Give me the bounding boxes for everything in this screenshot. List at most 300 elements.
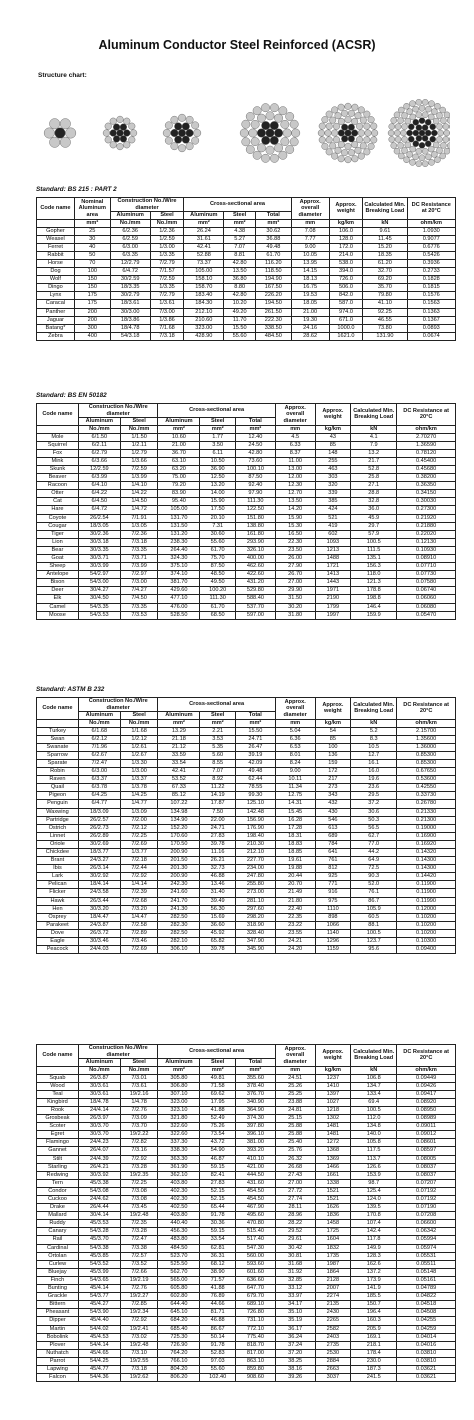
- table-cell: 1110: [315, 905, 351, 913]
- table-cell: 30/4.14: [78, 1212, 120, 1220]
- aluminum-wire: [345, 103, 352, 110]
- table-cell: 29.61: [275, 1236, 315, 1244]
- table-cell: 7/2.85: [120, 1301, 158, 1309]
- table-cell: 100: [315, 743, 351, 751]
- table-row: [37, 929, 456, 937]
- table-cell: 1488: [315, 555, 351, 563]
- code-name-cell: Swan: [37, 735, 79, 743]
- table-row: [37, 595, 456, 603]
- table-cell: 431.20: [235, 579, 275, 587]
- table-cell: 0.85300: [397, 751, 456, 759]
- table-cell: 30/3.35: [78, 546, 120, 554]
- steel-wire: [270, 136, 278, 144]
- table-cell: 1/4.47: [120, 913, 158, 921]
- code-name-cell: Dipper: [37, 1317, 79, 1325]
- table-cell: 26.21: [200, 857, 236, 865]
- table-row: [37, 1374, 456, 1382]
- table-cell: 71.57: [200, 1276, 236, 1284]
- table-cell: 726.0: [329, 276, 363, 284]
- table-cell: 26.70: [275, 571, 315, 579]
- table-cell: 46.88: [200, 1317, 236, 1325]
- table-cell: 1/2.59: [150, 235, 184, 243]
- table-cell: 185.5: [351, 1293, 397, 1301]
- table-cell: 41.10: [363, 300, 407, 308]
- table-cell: 0.21920: [397, 514, 456, 522]
- page-title: Aluminum Conductor Steel Reinforced (ACSR): [98, 38, 376, 52]
- table-cell: 68.50: [200, 611, 236, 619]
- table-row: [37, 490, 456, 498]
- table-cell: 52.49: [200, 1115, 236, 1123]
- table-cell: 7/3.18: [120, 1365, 158, 1373]
- table-cell: 7/3.71: [120, 555, 158, 563]
- table-row: [37, 1204, 456, 1212]
- table-cell: 54.90: [200, 1147, 236, 1155]
- table-cell: 18/3.09: [78, 808, 120, 816]
- table-cell: 184.30: [184, 300, 224, 308]
- aluminum-wire: [434, 103, 440, 109]
- aluminum-wire: [395, 124, 401, 130]
- code-name-cell: Mole: [37, 433, 79, 441]
- table-cell: 21.12: [158, 743, 200, 751]
- table-cell: 13.00: [275, 465, 315, 473]
- table-cell: 12/2.59: [78, 465, 120, 473]
- table-cell: 30.6: [351, 808, 397, 816]
- table-cell: 18/4.78: [78, 1098, 120, 1106]
- table-cell: 73.37: [184, 259, 224, 267]
- table-cell: 1/2.67: [120, 751, 158, 759]
- units-cell: [37, 1066, 79, 1074]
- table-cell: 0.16900: [397, 832, 456, 840]
- code-name-cell: Squirrel: [37, 441, 79, 449]
- astm-table: [36, 697, 456, 954]
- aluminum-wire: [191, 122, 198, 129]
- table-row: [37, 1268, 456, 1276]
- aluminum-wire: [279, 151, 287, 159]
- table-cell: 7/2.12: [120, 824, 158, 832]
- aluminum-wire: [105, 123, 112, 130]
- table-cell: 24/3.27: [78, 857, 120, 865]
- table-cell: 38.16: [275, 1365, 315, 1373]
- table-cell: 1/3.78: [120, 784, 158, 792]
- table-row: [37, 538, 456, 546]
- table-row: [37, 522, 456, 530]
- code-name-cell: Gannet: [37, 1147, 79, 1155]
- table-cell: 46.87: [200, 1155, 236, 1163]
- table-cell: 0.2733: [407, 268, 456, 276]
- table-row: [37, 449, 456, 457]
- table-cell: 28.8: [351, 490, 397, 498]
- table-cell: 162.6: [351, 1260, 397, 1268]
- table-cell: 1/3.66: [120, 457, 158, 465]
- table-cell: 1.0930: [407, 227, 456, 235]
- nominal-area-header: Nominal Aluminum area: [74, 198, 110, 220]
- table-row: [37, 1163, 456, 1171]
- table-cell: 16.1: [351, 759, 397, 767]
- table-cell: 201.30: [158, 865, 200, 873]
- table-cell: 37.24: [275, 1341, 315, 1349]
- units-cell: mm²: [158, 425, 200, 433]
- table-cell: 7/2.76: [120, 1285, 158, 1293]
- table-row: [37, 1090, 456, 1098]
- table-cell: 402.50: [158, 1204, 200, 1212]
- diameter-header: Approx. overall diameter: [275, 404, 315, 426]
- table-cell: 43: [315, 433, 351, 441]
- table-cell: 26/2.89: [78, 832, 120, 840]
- table-cell: 26/3.14: [78, 865, 120, 873]
- table-cell: 0.06060: [397, 595, 456, 603]
- table-cell: 806.20: [158, 1374, 200, 1382]
- table-cell: 194.90: [255, 276, 291, 284]
- table-row: [37, 514, 456, 522]
- table-cell: 2530: [315, 1349, 351, 1357]
- table-cell: 726.90: [158, 1341, 200, 1349]
- table-cell: 362.10: [158, 1171, 200, 1179]
- table-cell: 159.9: [351, 611, 397, 619]
- table-cell: 476.00: [158, 603, 200, 611]
- table-cell: 547.30: [235, 1244, 275, 1252]
- aluminum-wire: [410, 114, 416, 120]
- table-cell: 6/4.77: [78, 800, 120, 808]
- table-cell: 1626: [315, 1204, 351, 1212]
- steel-wire: [174, 123, 181, 130]
- table-cell: 0.14320: [397, 849, 456, 857]
- code-name-cell: Bobolink: [37, 1333, 79, 1341]
- table-cell: 106.8: [351, 1074, 397, 1082]
- aluminum-wire: [394, 112, 400, 118]
- table-cell: 1027: [315, 1098, 351, 1106]
- table-cell: 22.40: [275, 905, 315, 913]
- table-cell: 2884: [315, 1357, 351, 1365]
- table-cell: 7.9: [351, 441, 397, 449]
- table-cell: 293.90: [235, 538, 275, 546]
- table-cell: 24/4.39: [78, 1155, 120, 1163]
- code-name-cell: Dingo: [37, 284, 75, 292]
- table-cell: 19.30: [291, 316, 329, 324]
- aluminum-wire: [44, 128, 54, 138]
- table-cell: 15.30: [275, 522, 315, 530]
- table-cell: 52.88: [184, 251, 224, 259]
- table-cell: 54/3.35: [78, 603, 120, 611]
- table-cell: 0.1576: [407, 292, 456, 300]
- table-cell: 282.50: [158, 913, 200, 921]
- table-cell: 31.68: [275, 1260, 315, 1268]
- table-cell: 5.60: [200, 751, 236, 759]
- table-cell: 400: [74, 332, 110, 340]
- code-name-cell: Camel: [37, 603, 79, 611]
- table-cell: 6/4.50: [78, 498, 120, 506]
- aluminum-wire: [402, 124, 408, 130]
- table-row: [37, 905, 456, 913]
- table-cell: 61.20: [363, 259, 407, 267]
- units-cell: No./mm: [120, 425, 158, 433]
- steel-wire: [430, 136, 436, 142]
- table-cell: 27.74: [275, 1196, 315, 1204]
- code-name-cell: Sheep: [37, 563, 79, 571]
- table-cell: 107.22: [158, 800, 200, 808]
- table-cell: 323.00: [158, 1098, 200, 1106]
- table-cell: 128.3: [351, 1252, 397, 1260]
- aluminum-wire: [368, 143, 375, 150]
- table-cell: 25.88: [275, 1131, 315, 1139]
- code-name-cell: Bittern: [37, 1301, 79, 1309]
- code-name-cell: Batang*: [37, 324, 75, 332]
- table-cell: 170.50: [158, 840, 200, 848]
- table-cell: 9.61: [363, 227, 407, 235]
- table-cell: 483.80: [158, 1236, 200, 1244]
- table-cell: 1721: [315, 563, 351, 571]
- table-cell: 6/1.50: [78, 433, 120, 441]
- table-cell: 7/2.92: [120, 1155, 158, 1163]
- table-cell: 30/4.50: [78, 595, 120, 603]
- aluminum-wire: [329, 143, 336, 150]
- table-row: [37, 816, 456, 824]
- aluminum-subheader: Aluminum: [78, 418, 120, 426]
- table-cell: 597.00: [235, 611, 275, 619]
- table-cell: 21.00: [158, 441, 200, 449]
- table-cell: 6/4.22: [78, 490, 120, 498]
- table-cell: 339: [315, 490, 351, 498]
- table-cell: 1/3.00: [150, 243, 184, 251]
- code-name-cell: Nuthatch: [37, 1349, 79, 1357]
- table-row: [37, 276, 456, 284]
- table-row: [37, 865, 456, 873]
- table-cell: 139.5: [351, 1204, 397, 1212]
- table-cell: 381.00: [235, 1139, 275, 1147]
- table-cell: 7.77: [291, 235, 329, 243]
- table-cell: 30/3.61: [78, 1090, 120, 1098]
- code-name-cell: Condor: [37, 1187, 79, 1195]
- table-cell: 62.81: [200, 1244, 236, 1252]
- strand-diagram: [240, 103, 300, 162]
- table-cell: 0.10200: [397, 929, 456, 937]
- table-row: [37, 555, 456, 563]
- table-cell: 62.44: [235, 776, 275, 784]
- table-cell: 0.09426: [397, 1082, 456, 1090]
- astm-standard-label: Standard: ASTM B 232: [36, 686, 105, 693]
- table-cell: 1481: [315, 1123, 351, 1131]
- table-cell: 1443: [315, 579, 351, 587]
- code-name-cell: Rook: [37, 1106, 79, 1114]
- table-cell: 41.88: [200, 1285, 236, 1293]
- table-cell: 151.80: [235, 514, 275, 522]
- aluminum-wire: [407, 109, 413, 115]
- table-cell: 6/4.10: [78, 482, 120, 490]
- table-row: [37, 1236, 456, 1244]
- aluminum-wire: [388, 130, 394, 136]
- table-cell: 0.12000: [397, 905, 456, 913]
- table-cell: 134.8: [351, 1123, 397, 1131]
- table-cell: 78.55: [235, 784, 275, 792]
- table-cell: 178.8: [351, 587, 397, 595]
- aluminum-wire: [436, 124, 442, 130]
- table-cell: 7/3.00: [120, 579, 158, 587]
- code-name-cell: Hare: [37, 506, 79, 514]
- table-cell: 200: [74, 308, 110, 316]
- table-cell: 50.3: [351, 816, 397, 824]
- table-cell: 117.5: [351, 1147, 397, 1155]
- table-cell: 30.20: [275, 603, 315, 611]
- table-cell: 31.61: [184, 235, 224, 243]
- table-cell: 7/4.27: [120, 587, 158, 595]
- table-cell: 91.78: [200, 1341, 236, 1349]
- table-cell: 92.25: [363, 308, 407, 316]
- code-name-cell: Lion: [37, 538, 79, 546]
- code-name-cell: Peacock: [37, 946, 79, 954]
- table-cell: 19/2.48: [120, 1212, 158, 1220]
- table-cell: 21.00: [291, 308, 329, 316]
- table-cell: 26/2.57: [78, 816, 120, 824]
- table-cell: 2430: [315, 1309, 351, 1317]
- table-cell: 117.8: [351, 1236, 397, 1244]
- aluminum-wire: [110, 118, 117, 125]
- construction-header: Construction No./Wire diameter: [110, 198, 184, 212]
- table-row: [37, 579, 456, 587]
- table-cell: 12.75: [275, 792, 315, 800]
- aluminum-subheader: Aluminum: [110, 212, 150, 220]
- code-name-cell: Deer: [37, 587, 79, 595]
- table-cell: 7.50: [200, 808, 236, 816]
- table-cell: 16.28: [275, 816, 315, 824]
- table-cell: 0.07208: [397, 1212, 456, 1220]
- table-row: [37, 751, 456, 759]
- aluminum-wire: [105, 136, 112, 143]
- table-cell: 3.53: [200, 735, 236, 743]
- table-cell: 10.05: [291, 251, 329, 259]
- table-row: [37, 913, 456, 921]
- aluminum-wire: [266, 112, 274, 120]
- aluminum-wire: [163, 129, 170, 136]
- aluminum-wire: [436, 112, 442, 118]
- table-cell: 1/4.77: [120, 800, 158, 808]
- table-cell: 2007: [315, 1285, 351, 1293]
- table-cell: 0.0893: [407, 324, 456, 332]
- table-cell: 7/2.69: [120, 946, 158, 954]
- table-cell: 7/3.45: [120, 1204, 158, 1212]
- weight-header: Approx. weight: [329, 198, 363, 220]
- construction-header: Construction No./Wire diameter: [78, 404, 158, 418]
- table-cell: 18.83: [275, 840, 315, 848]
- aluminum-wire: [358, 153, 365, 160]
- table-cell: 54/3.28: [78, 1228, 120, 1236]
- steel-wire: [341, 124, 348, 131]
- table-cell: 7/3.02: [120, 1333, 158, 1341]
- table-cell: 1296: [315, 938, 351, 946]
- aluminum-wire: [433, 118, 439, 124]
- steel-subheader: Steel: [200, 712, 236, 720]
- table-cell: 210.30: [235, 840, 275, 848]
- table-cell: 454.50: [235, 1187, 275, 1195]
- table-cell: 30/2.79: [110, 292, 150, 300]
- code-name-cell: Kingbird: [37, 1098, 79, 1106]
- code-name-cell: Moose: [37, 611, 79, 619]
- aluminum-wire: [128, 123, 135, 130]
- table-cell: 1/4.10: [120, 482, 158, 490]
- code-name-cell: Wolf: [37, 276, 75, 284]
- table-cell: 105.00: [184, 268, 224, 276]
- aluminum-wire: [360, 117, 367, 124]
- table-row: [37, 587, 456, 595]
- table-cell: 238.30: [158, 538, 200, 546]
- table-cell: 18.85: [275, 849, 315, 857]
- table-cell: 305.80: [158, 1074, 200, 1082]
- table-cell: 54/4.02: [78, 1325, 120, 1333]
- table-cell: 7.07: [224, 243, 256, 251]
- table-row: [37, 840, 456, 848]
- code-name-cell: Waxwing: [37, 808, 79, 816]
- strand-diagram: [388, 99, 450, 167]
- table-cell: 230.0: [351, 1357, 397, 1365]
- steel-wire: [416, 125, 422, 131]
- table-cell: 322.60: [158, 1123, 200, 1131]
- table-cell: 125.4: [351, 1187, 397, 1195]
- aluminum-wire: [394, 148, 400, 154]
- aluminum-wire: [318, 130, 325, 137]
- table-cell: 8.81: [224, 251, 256, 259]
- table-cell: 282.50: [158, 929, 200, 937]
- table-cell: 45.92: [200, 929, 236, 937]
- units-row: [37, 219, 456, 227]
- table-cell: 8.24: [275, 759, 315, 767]
- table-cell: 7/3.46: [120, 938, 158, 946]
- aluminum-wire: [436, 147, 442, 153]
- table-cell: 55.60: [224, 332, 256, 340]
- aluminum-wire: [391, 117, 397, 123]
- table-cell: 0.1815: [407, 284, 456, 292]
- table-row: [37, 498, 456, 506]
- aluminum-wire: [352, 155, 359, 162]
- table-cell: 92.40: [235, 482, 275, 490]
- table-cell: 10.50: [200, 457, 236, 465]
- table-cell: 6/1.68: [78, 727, 120, 735]
- table-cell: 54/3.77: [78, 1293, 120, 1301]
- table-cell: 11.34: [275, 784, 315, 792]
- table-cell: 198.8: [351, 595, 397, 603]
- table-cell: 6/4.25: [78, 792, 120, 800]
- table-cell: 6/4.72: [110, 268, 150, 276]
- table-cell: 7/3.35: [120, 603, 158, 611]
- table-cell: 30/2.59: [110, 276, 150, 284]
- table-cell: 7/3.08: [120, 1196, 158, 1204]
- table-cell: 146.4: [351, 603, 397, 611]
- steel-wire: [257, 129, 265, 137]
- table-cell: 355.60: [235, 1074, 275, 1082]
- table-cell: 403.80: [158, 1212, 200, 1220]
- aluminum-wire: [428, 146, 434, 152]
- table-cell: 1/2.36: [150, 227, 184, 235]
- table-cell: 0.05974: [397, 1244, 456, 1252]
- table-cell: 440.40: [158, 1220, 200, 1228]
- table-cell: 565.00: [158, 1276, 200, 1284]
- code-name-cell: Cardinal: [37, 1244, 79, 1252]
- table-cell: 0.38200: [397, 474, 456, 482]
- table-cell: 7/3.10: [120, 1349, 158, 1357]
- table-cell: 521: [315, 514, 351, 522]
- table-cell: 11.16: [200, 849, 236, 857]
- table-cell: 432: [315, 800, 351, 808]
- table-cell: 35.19: [275, 1317, 315, 1325]
- table-cell: 6/3.99: [78, 474, 120, 482]
- table-cell: 1/3.30: [120, 759, 158, 767]
- aluminum-wire: [326, 149, 333, 156]
- table-cell: 18.05: [291, 300, 329, 308]
- table-row: [37, 284, 456, 292]
- table-cell: 134.98: [158, 808, 200, 816]
- table-cell: 7/3.53: [120, 611, 158, 619]
- table-cell: 33.12: [275, 1285, 315, 1293]
- table-cell: 0.05470: [397, 611, 456, 619]
- table-cell: 7/3.99: [120, 563, 158, 571]
- table-cell: 766.10: [158, 1357, 200, 1365]
